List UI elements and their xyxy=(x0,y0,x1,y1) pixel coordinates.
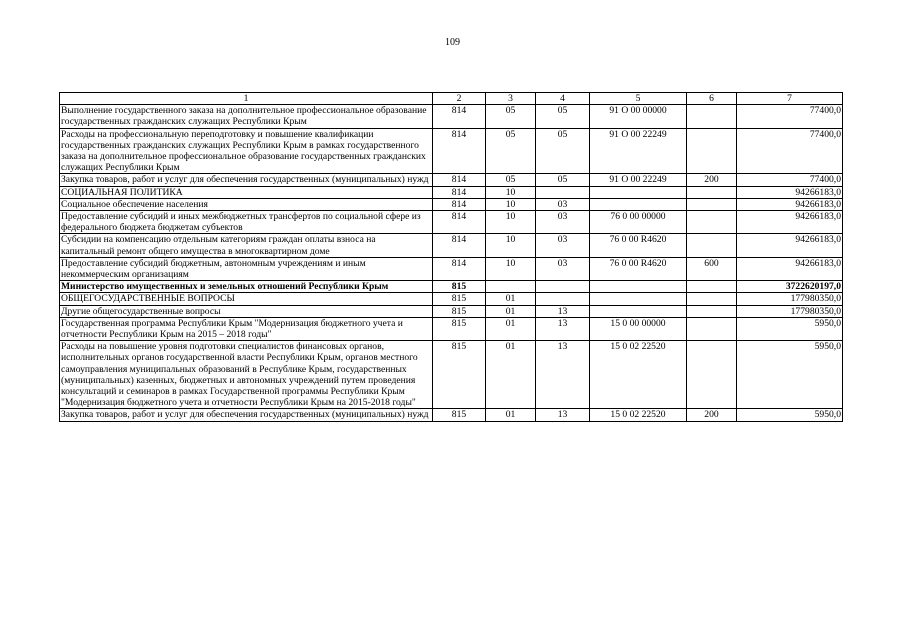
amount-cell: 94266183,0 xyxy=(737,198,843,210)
code-cell: 815 xyxy=(433,281,486,293)
subsection-cell: 13 xyxy=(536,305,590,317)
expense-type-cell: 600 xyxy=(687,257,737,280)
target-article-cell xyxy=(590,198,687,210)
column-header: 2 xyxy=(433,93,486,105)
subsection-cell: 03 xyxy=(536,198,590,210)
row-name-cell: Предоставление субсидий и иных межбюджетных трансфертов по социальной сфере из федерального бюджета бюджетам субъектов xyxy=(60,211,433,234)
code-cell: 815 xyxy=(433,341,486,409)
target-article-cell: 91 О 00 00000 xyxy=(590,105,687,128)
target-article-cell: 91 О 00 22249 xyxy=(590,128,687,174)
section-cell: 05 xyxy=(486,105,536,128)
section-cell xyxy=(486,281,536,293)
target-article-cell xyxy=(590,281,687,293)
code-cell: 814 xyxy=(433,128,486,174)
header-row xyxy=(60,93,843,105)
code-cell: 814 xyxy=(433,211,486,234)
row-name-cell: Государственная программа Республики Крым "Модернизация бюджетного учета и отчетности Республики Крым на 2015 – 2018 годы" xyxy=(60,317,433,340)
amount-cell: 94266183,0 xyxy=(737,186,843,198)
target-article-cell: 76 0 00 00000 xyxy=(590,211,687,234)
row-name-cell: ОБЩЕГОСУДАРСТВЕННЫЕ ВОПРОСЫ xyxy=(60,293,433,305)
subsection-cell xyxy=(536,281,590,293)
section-cell: 01 xyxy=(486,305,536,317)
expense-type-cell: 200 xyxy=(687,174,737,186)
subsection-cell: 13 xyxy=(536,341,590,409)
expense-type-cell xyxy=(687,105,737,128)
subsection-cell: 03 xyxy=(536,257,590,280)
table-row xyxy=(60,234,843,257)
target-article-cell xyxy=(590,305,687,317)
target-article-cell: 91 О 00 22249 xyxy=(590,174,687,186)
target-article-cell: 15 0 00 00000 xyxy=(590,317,687,340)
expense-type-cell xyxy=(687,128,737,174)
subsection-cell xyxy=(536,186,590,198)
subsection-cell: 03 xyxy=(536,211,590,234)
amount-cell: 177980350,0 xyxy=(737,293,843,305)
column-header: 1 xyxy=(60,93,433,105)
code-cell: 814 xyxy=(433,198,486,210)
amount-cell: 94266183,0 xyxy=(737,257,843,280)
code-cell: 814 xyxy=(433,257,486,280)
subsection-cell: 03 xyxy=(536,234,590,257)
row-name-cell: Выполнение государственного заказа на дополнительное профессиональное образование государственных гражданских служащих Республики Крым xyxy=(60,105,433,128)
amount-cell: 94266183,0 xyxy=(737,234,843,257)
section-cell: 01 xyxy=(486,317,536,340)
table-row xyxy=(60,341,843,409)
budget-table xyxy=(59,92,843,422)
subsection-cell: 13 xyxy=(536,409,590,421)
target-article-cell xyxy=(590,293,687,305)
code-cell: 814 xyxy=(433,186,486,198)
column-header: 7 xyxy=(737,93,843,105)
section-cell: 01 xyxy=(486,409,536,421)
amount-cell: 5950,0 xyxy=(737,409,843,421)
section-cell: 01 xyxy=(486,293,536,305)
table-row xyxy=(60,257,843,280)
section-cell: 10 xyxy=(486,257,536,280)
row-name-cell: СОЦИАЛЬНАЯ ПОЛИТИКА xyxy=(60,186,433,198)
row-name-cell: Расходы на повышение уровня подготовки специалистов финансовых органов, исполнительных органов государственной власти Республики Крым, органов местного самоуправления муниципальных образований в Республике Крым, государственных (муниципальных) казенных, бюджетных и автономных учреждений путем проведения консультаций и семинаров в рамках Государственной программы Республики Крым "Модернизация бюджетного учета и отчетности Республики Крым на 2015-2018 годы" xyxy=(60,341,433,409)
subsection-cell: 05 xyxy=(536,174,590,186)
amount-cell: 5950,0 xyxy=(737,341,843,409)
table-row xyxy=(60,317,843,340)
column-header: 5 xyxy=(590,93,687,105)
subsection-cell: 13 xyxy=(536,317,590,340)
section-cell: 10 xyxy=(486,186,536,198)
table-row xyxy=(60,105,843,128)
section-cell: 01 xyxy=(486,341,536,409)
section-cell: 10 xyxy=(486,198,536,210)
section-cell: 05 xyxy=(486,174,536,186)
subsection-cell: 05 xyxy=(536,105,590,128)
amount-cell: 94266183,0 xyxy=(737,211,843,234)
code-cell: 814 xyxy=(433,105,486,128)
row-name-cell: Расходы на профессиональную переподготовку и повышение квалификации государственных гражданских служащих Республики Крым в рамках государственного заказа на дополнительное профессиональное образование государственных гражданских служащих Республики Крым xyxy=(60,128,433,174)
target-article-cell xyxy=(590,186,687,198)
section-cell: 10 xyxy=(486,234,536,257)
amount-cell: 5950,0 xyxy=(737,317,843,340)
subsection-cell xyxy=(536,293,590,305)
section-cell: 05 xyxy=(486,128,536,174)
expense-type-cell xyxy=(687,305,737,317)
table-row xyxy=(60,211,843,234)
code-cell: 814 xyxy=(433,174,486,186)
code-cell: 815 xyxy=(433,305,486,317)
table-row xyxy=(60,305,843,317)
expense-type-cell xyxy=(687,234,737,257)
column-header: 4 xyxy=(536,93,590,105)
subsection-cell: 05 xyxy=(536,128,590,174)
row-name-cell: Предоставление субсидий бюджетным, автономным учреждениям и иным некоммерческим организациям xyxy=(60,257,433,280)
amount-cell: 77400,0 xyxy=(737,174,843,186)
section-cell: 10 xyxy=(486,211,536,234)
expense-type-cell xyxy=(687,293,737,305)
code-cell: 815 xyxy=(433,293,486,305)
code-cell: 814 xyxy=(433,234,486,257)
amount-cell: 3722620197,0 xyxy=(737,281,843,293)
row-name-cell: Закупка товаров, работ и услуг для обеспечения государственных (муниципальных) нужд xyxy=(60,174,433,186)
row-name-cell: Социальное обеспечение населения xyxy=(60,198,433,210)
table-row xyxy=(60,174,843,186)
table-row xyxy=(60,293,843,305)
target-article-cell: 15 0 02 22520 xyxy=(590,341,687,409)
row-name-cell: Субсидии на компенсацию отдельным категориям граждан оплаты взноса на капитальный ремонт общего имущества в многоквартирном доме xyxy=(60,234,433,257)
code-cell: 815 xyxy=(433,317,486,340)
row-name-cell: Закупка товаров, работ и услуг для обеспечения государственных (муниципальных) нужд xyxy=(60,409,433,421)
row-name-cell: Министерство имущественных и земельных отношений Республики Крым xyxy=(60,281,433,293)
amount-cell: 177980350,0 xyxy=(737,305,843,317)
amount-cell: 77400,0 xyxy=(737,105,843,128)
table-row xyxy=(60,198,843,210)
expense-type-cell xyxy=(687,211,737,234)
target-article-cell: 15 0 02 22520 xyxy=(590,409,687,421)
amount-cell: 77400,0 xyxy=(737,128,843,174)
expense-type-cell xyxy=(687,341,737,409)
expense-type-cell: 200 xyxy=(687,409,737,421)
target-article-cell: 76 0 00 R4620 xyxy=(590,234,687,257)
page-number: 109 xyxy=(445,37,460,48)
table-row xyxy=(60,128,843,174)
code-cell: 815 xyxy=(433,409,486,421)
expense-type-cell xyxy=(687,186,737,198)
column-header: 3 xyxy=(486,93,536,105)
expense-type-cell xyxy=(687,317,737,340)
table-row xyxy=(60,409,843,421)
target-article-cell: 76 0 00 R4620 xyxy=(590,257,687,280)
row-name-cell: Другие общегосударственные вопросы xyxy=(60,305,433,317)
table-row xyxy=(60,281,843,293)
expense-type-cell xyxy=(687,198,737,210)
column-header: 6 xyxy=(687,93,737,105)
table-row xyxy=(60,186,843,198)
expense-type-cell xyxy=(687,281,737,293)
